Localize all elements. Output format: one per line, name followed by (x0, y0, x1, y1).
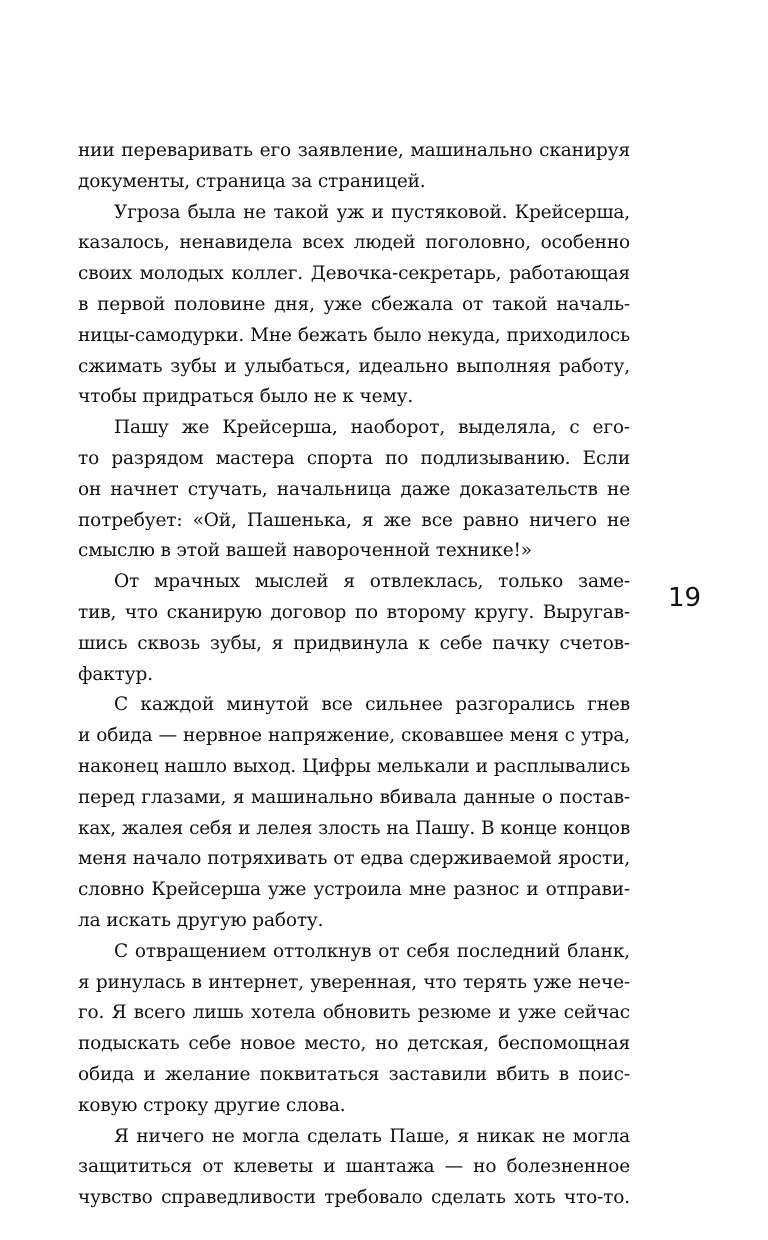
text-line: словно Крейсерша уже устроила мне разнос и отправи- (78, 879, 630, 901)
text-line: меня начало потряхивать от едва сдерживаемой ярости, (78, 848, 630, 870)
text-line: От мрачных мыслей я отвлеклась, только заме- (114, 571, 630, 593)
text-line: Я ничего не могла сделать Паше, я никак не могла (114, 1125, 630, 1147)
text-line: го. Я всего лишь хотела обновить резюме и уже сейчас (78, 1002, 630, 1024)
text-line: С отвращением оттолкнув от себя последний бланк, (114, 940, 630, 962)
text-line: ках, жалея себя и лелея злость на Пашу. В конце концов (78, 817, 630, 839)
text-line: подыскать себе новое место, но детская, беспомощная (78, 1033, 630, 1055)
text-line: Пашу же Крейсерша, наоборот, выделяла, с его- (114, 417, 630, 439)
text-line: и обида — нервное напряжение, сковавшее меня с утра, (78, 725, 630, 747)
text-line: своих молодых коллег. Девочка-секретарь, работающая (78, 263, 630, 285)
text-line: фактур. (78, 663, 153, 685)
text-line: смыслю в этой вашей навороченной технике!» (78, 540, 532, 562)
text-line: документы, страница за страницей. (78, 170, 426, 192)
text-line: нии переваривать его заявление, машинально сканируя (78, 140, 630, 161)
text-line: казалось, ненавидела всех людей поголовно, особенно (78, 232, 630, 254)
text-line: Угроза была не такой уж и пустяковой. Крейсерша, (114, 201, 630, 223)
text-line: С каждой минутой все сильнее разгорались гнев (114, 694, 630, 716)
text-line: сжимать зубы и улыбаться, идеально выполняя работу, (78, 355, 630, 377)
text-line: то разрядом мастера спорта по подлизыванию. Если (78, 447, 630, 469)
text-line: он начнет стучать, начальница даже доказательств не (78, 478, 630, 500)
body-text (78, 136, 630, 1214)
text-line: наконец нашло выход. Цифры мелькали и расплывались (78, 755, 630, 777)
text-line: перед глазами, я машинально вбивала данные о постав- (78, 786, 630, 808)
text-line: в первой половине дня, уже сбежала от такой началь- (78, 293, 630, 315)
text-line: ла искать другую работу. (78, 909, 324, 931)
text-line: чтобы придраться было не к чему. (78, 386, 414, 408)
text-line: защититься от клеветы и шантажа — но болезненное (78, 1156, 630, 1178)
text-line: чувство справедливости требовало сделать хоть что-то. (78, 1187, 630, 1209)
page-number: 19 (668, 583, 702, 613)
text-line: я ринулась в интернет, уверенная, что терять уже нече- (78, 971, 630, 993)
text-line: потребует: «Ой, Пашенька, я же все равно ничего не (78, 509, 630, 531)
text-line: тив, что сканирую договор по второму кругу. Выругав- (78, 601, 630, 623)
text-line: ницы-самодурки. Мне бежать было некуда, приходилось (78, 324, 630, 346)
text-line: обида и желание поквитаться заставили вбить в поис- (78, 1063, 630, 1085)
text-line: шись сквозь зубы, я придвинула к себе пачку счетов- (78, 632, 630, 654)
text-line: ковую строку другие слова. (78, 1094, 346, 1116)
